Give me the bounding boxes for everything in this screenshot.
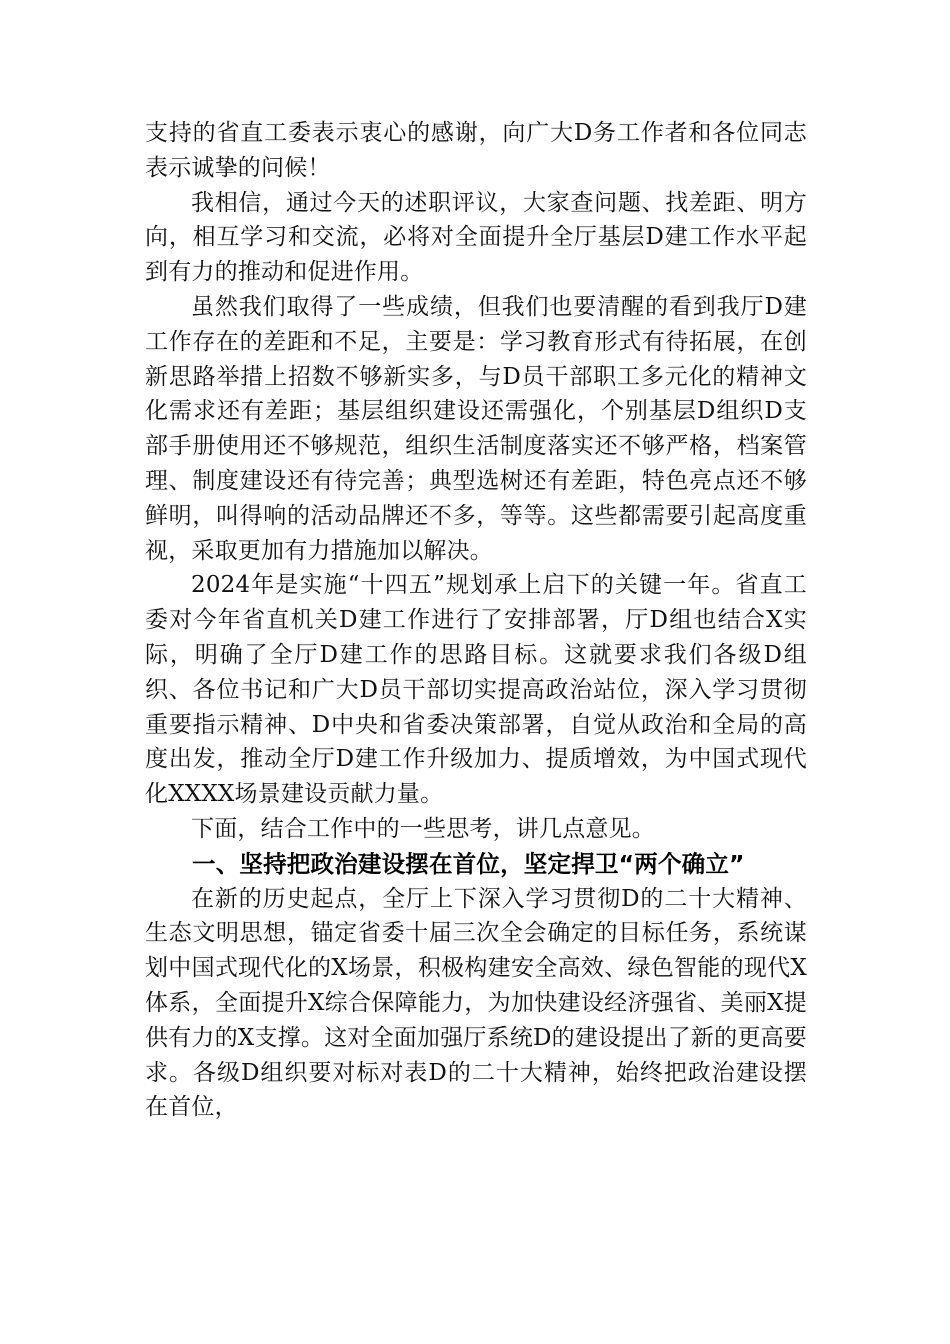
document-body (145, 116, 807, 1125)
paragraph-belief: 我相信，通过今天的述职评议，大家查问题、找差距、明方向，相互学习和交流，必将对全面提升全厅基层D建工作水平起到有力的推动和促进作用。 (145, 189, 807, 286)
paragraph-shortcomings: 虽然我们取得了一些成绩，但我们也要清醒的看到我厅D建工作存在的差距和不足，主要是：学习教育形式有待拓展，在创新思路举措上招数不够新实多，与D员干部职工多元化的精神文化需求还有差距；基层组织建设还需强化，个别基层D组织D支部手册使用还不够规范，组织生活制度落实还不够严格，档案管理、制度建设还有待完善；典型选树还有差距，特色亮点还不够鲜明，叫得响的活动品牌还不多，等等。这些都需要引起高度重视，采取更加有力措施加以解决。 (145, 293, 807, 564)
section-heading-1: 一、坚持把政治建设摆在首位，坚定捍卫“两个确立” (192, 849, 745, 878)
paragraph-intro-points: 下面，结合工作中的一些思考，讲几点意见。 (191, 815, 655, 842)
paragraph-2024-goals: 2024年是实施“十四五”规划承上启下的关键一年。省直工委对今年省直机关D建工作进行了安排部署，厅D组也结合X实际，明确了全厅D建工作的思路目标。这就要求我们各级D组织、各位书记和广大D员干部切实提高政治站位，深入学习贯彻重要指示精神、D中央和省委决策部署，自觉从政治和全局的高度出发，推动全厅D建工作升级加力、提质增效，为中国式现代化XXXX场景建设贡献力量。 (145, 572, 807, 808)
paragraph-new-starting-point: 在新的历史起点，全厅上下深入学习贯彻D的二十大精神、生态文明思想，锚定省委十届三次全会确定的目标任务，系统谋划中国式现代化的X场景，积极构建安全高效、绿色智能的现代X体系，全面提升X综合保障能力，为加快建设经济强省、美丽X提供有力的X支撑。这对全面加强厅系统D的建设提出了新的更高要求。各级D组织要对标对表D的二十大精神，始终把政治建设摆在首位， (145, 885, 807, 1121)
paragraph-continued: 支持的省直工委表示衷心的感谢，向广大D务工作者和各位同志表示诚挚的问候！ (145, 120, 807, 181)
